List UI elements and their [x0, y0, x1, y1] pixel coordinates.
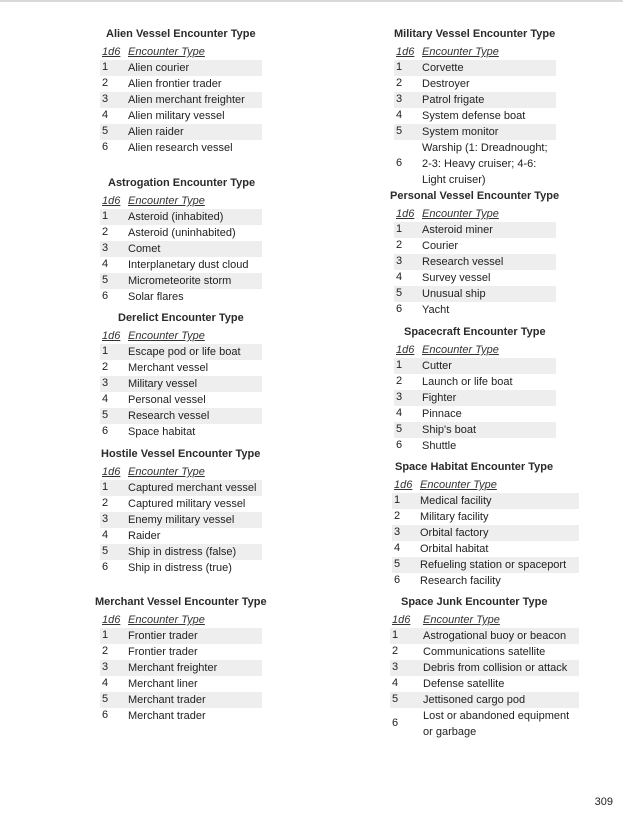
table-row: [100, 108, 262, 124]
roll-number: 6: [392, 717, 399, 729]
encounter-type: Unusual ship: [422, 288, 486, 300]
roll-number: 3: [102, 242, 109, 254]
encounter-type: Raider: [128, 530, 161, 542]
page-number: 309: [594, 796, 613, 808]
encounter-type: Patrol frigate: [422, 94, 485, 106]
roll-number: 2: [102, 361, 109, 373]
header-label: Encounter Type: [423, 614, 500, 626]
encounter-type: Space habitat: [128, 426, 196, 438]
table-rows: [394, 222, 556, 318]
table-title: Alien Vessel Encounter Type: [106, 28, 256, 40]
table-title: Derelict Encounter Type: [118, 312, 244, 324]
table-row: [390, 628, 579, 644]
table-row: [394, 140, 556, 190]
roll-number: 4: [102, 677, 109, 689]
encounter-type: Communications satellite: [423, 646, 546, 658]
table-row: [394, 108, 556, 124]
roll-number: 6: [102, 425, 109, 437]
table-row: [394, 60, 556, 76]
roll-number: 4: [396, 109, 403, 121]
roll-number: 5: [392, 693, 399, 705]
table-row: [100, 392, 262, 408]
roll-number: 2: [396, 375, 403, 387]
roll-number: 2: [102, 497, 109, 509]
encounter-type: Alien frontier trader: [128, 78, 222, 90]
table-row: [100, 124, 262, 140]
table-row: [394, 302, 556, 318]
roll-number: 3: [102, 377, 109, 389]
roll-number: 1: [102, 481, 109, 493]
encounter-type: Ship in distress (true): [128, 562, 232, 574]
table-title: Astrogation Encounter Type: [108, 177, 256, 189]
header-label: Encounter Type: [128, 195, 205, 207]
table-row: [392, 493, 579, 509]
table-rows: [394, 60, 556, 190]
table-row: [394, 286, 556, 302]
header-label: Encounter Type: [128, 46, 205, 58]
roll-number: 6: [102, 141, 109, 153]
roll-number: 1: [102, 61, 109, 73]
encounter-type: Alien military vessel: [128, 110, 225, 122]
encounter-type: Asteroid (inhabited): [128, 211, 224, 223]
roll-number: 5: [394, 558, 401, 570]
encounter-type: Astrogational buoy or beacon: [423, 630, 567, 642]
encounter-type: Corvette: [422, 62, 464, 74]
roll-number: 3: [396, 391, 403, 403]
roll-number: 3: [102, 93, 109, 105]
table-row: [394, 76, 556, 92]
roll-number: 1: [392, 629, 399, 641]
table-row: [100, 376, 262, 392]
header-label: Encounter Type: [422, 208, 499, 220]
table-row: [100, 528, 262, 544]
roll-number: 2: [102, 77, 109, 89]
encounter-type: Pinnace: [422, 408, 462, 420]
encounter-type: Lost or abandoned equipment or garbage: [423, 710, 570, 738]
roll-number: 3: [394, 526, 401, 538]
header-die: 1d6: [396, 208, 415, 220]
table-title: Merchant Vessel Encounter Type: [95, 596, 267, 608]
header-die: 1d6: [102, 195, 121, 207]
roll-number: 1: [394, 494, 401, 506]
encounter-type: Escape pod or life boat: [128, 346, 241, 358]
encounter-type: Merchant trader: [128, 710, 206, 722]
roll-number: 6: [396, 303, 403, 315]
table-rows: [390, 628, 579, 741]
table-row: [394, 374, 556, 390]
encounter-type: Merchant liner: [128, 678, 198, 690]
table-row: [394, 124, 556, 140]
encounter-type: Shuttle: [422, 440, 457, 452]
encounter-type: System defense boat: [422, 110, 526, 122]
table-rows: [100, 209, 262, 305]
encounter-type: Comet: [128, 243, 161, 255]
encounter-type: Research facility: [420, 575, 501, 587]
table-row: [394, 222, 556, 238]
table-title: Hostile Vessel Encounter Type: [101, 448, 261, 460]
roll-number: 6: [396, 439, 403, 451]
table-row: [390, 644, 579, 660]
roll-number: 6: [396, 157, 403, 169]
roll-number: 4: [394, 542, 401, 554]
header-die: 1d6: [102, 46, 121, 58]
encounter-type: Personal vessel: [128, 394, 206, 406]
roll-number: 4: [396, 271, 403, 283]
header-die: 1d6: [102, 466, 121, 478]
table-rows: [100, 628, 262, 724]
table-row: [100, 257, 262, 273]
table-row: [390, 692, 579, 708]
roll-number: 1: [396, 223, 403, 235]
encounter-type: Launch or life boat: [422, 376, 513, 388]
encounter-type: Alien research vessel: [128, 142, 233, 154]
table-row: [100, 360, 262, 376]
roll-number: 5: [102, 125, 109, 137]
table-row: [394, 438, 556, 454]
table-row: [100, 225, 262, 241]
table-rows: [100, 60, 262, 156]
encounter-type: Military facility: [420, 511, 489, 523]
table-row: [394, 406, 556, 422]
table-row: [394, 270, 556, 286]
roll-number: 2: [394, 510, 401, 522]
table-row: [100, 289, 262, 305]
encounter-type: Captured military vessel: [128, 498, 246, 510]
header-die: 1d6: [396, 46, 415, 58]
encounter-type: Yacht: [422, 304, 450, 316]
encounter-type: Fighter: [422, 392, 457, 404]
encounter-type: Medical facility: [420, 495, 492, 507]
table-row: [392, 557, 579, 573]
roll-number: 3: [392, 661, 399, 673]
table-title: Spacecraft Encounter Type: [404, 326, 546, 338]
encounter-type: Defense satellite: [423, 678, 505, 690]
header-die: 1d6: [102, 330, 121, 342]
table-row: [100, 644, 262, 660]
table-row: [100, 76, 262, 92]
roll-number: 2: [392, 645, 399, 657]
table-title: Military Vessel Encounter Type: [394, 28, 556, 40]
roll-number: 3: [102, 513, 109, 525]
table-row: [100, 676, 262, 692]
roll-number: 3: [396, 93, 403, 105]
roll-number: 5: [396, 125, 403, 137]
table-row: [100, 496, 262, 512]
roll-number: 6: [394, 574, 401, 586]
roll-number: 6: [102, 709, 109, 721]
table-title: Space Junk Encounter Type: [401, 596, 548, 608]
table-row: [100, 344, 262, 360]
table-row: [390, 676, 579, 692]
encounter-type: Orbital factory: [420, 527, 489, 539]
header-label: Encounter Type: [420, 479, 497, 491]
header-label: Encounter Type: [422, 46, 499, 58]
encounter-type: Frontier trader: [128, 646, 198, 658]
encounter-type: Research vessel: [128, 410, 210, 422]
encounter-type: Cutter: [422, 360, 452, 372]
roll-number: 1: [102, 210, 109, 222]
encounter-type: Merchant freighter: [128, 662, 218, 674]
roll-number: 4: [396, 407, 403, 419]
roll-number: 2: [102, 645, 109, 657]
table-row: [394, 92, 556, 108]
roll-number: 4: [392, 677, 399, 689]
page-top-rule: [0, 0, 623, 2]
table-row: [390, 660, 579, 676]
encounter-type: Military vessel: [128, 378, 198, 390]
table-row: [390, 708, 579, 741]
roll-number: 4: [102, 109, 109, 121]
table-row: [100, 424, 262, 440]
roll-number: 5: [102, 274, 109, 286]
table-row: [100, 708, 262, 724]
encounter-type: Ship in distress (false): [128, 546, 237, 558]
table-row: [100, 241, 262, 257]
encounter-type: Debris from collision or attack: [423, 662, 568, 674]
header-label: Encounter Type: [128, 330, 205, 342]
table-row: [100, 92, 262, 108]
table-row: [100, 560, 262, 576]
table-rows: [100, 344, 262, 440]
table-row: [100, 544, 262, 560]
encounter-type: Research vessel: [422, 256, 504, 268]
roll-number: 1: [396, 61, 403, 73]
encounter-type: Enemy military vessel: [128, 514, 235, 526]
header-die: 1d6: [102, 614, 121, 626]
roll-number: 5: [102, 693, 109, 705]
encounter-type: Alien raider: [128, 126, 184, 138]
table-row: [100, 480, 262, 496]
encounter-type: Survey vessel: [422, 272, 491, 284]
table-title: Personal Vessel Encounter Type: [390, 190, 560, 202]
roll-number: 5: [102, 409, 109, 421]
table-rows: [392, 493, 579, 589]
roll-number: 5: [396, 423, 403, 435]
table-row: [100, 692, 262, 708]
table-row: [100, 273, 262, 289]
table-row: [100, 628, 262, 644]
header-die: 1d6: [392, 614, 411, 626]
roll-number: 2: [396, 239, 403, 251]
roll-number: 1: [102, 629, 109, 641]
table-row: [394, 422, 556, 438]
roll-number: 5: [102, 545, 109, 557]
table-row: [392, 541, 579, 557]
encounter-type: Micrometeorite storm: [128, 275, 232, 287]
roll-number: 3: [102, 661, 109, 673]
table-row: [394, 358, 556, 374]
table-title: Space Habitat Encounter Type: [395, 461, 554, 473]
table-row: [392, 509, 579, 525]
encounter-type: Frontier trader: [128, 630, 198, 642]
table-row: [394, 238, 556, 254]
header-label: Encounter Type: [128, 466, 205, 478]
table-row: [100, 140, 262, 156]
roll-number: 1: [396, 359, 403, 371]
encounter-type: Merchant vessel: [128, 362, 209, 374]
table-row: [392, 573, 579, 589]
roll-number: 6: [102, 290, 109, 302]
roll-number: 4: [102, 393, 109, 405]
encounter-type: Asteroid miner: [422, 224, 493, 236]
roll-number: 2: [102, 226, 109, 238]
header-label: Encounter Type: [422, 344, 499, 356]
table-row: [100, 60, 262, 76]
table-row: [394, 254, 556, 270]
encounter-type: Jettisoned cargo pod: [423, 694, 526, 706]
header-die: 1d6: [394, 479, 413, 491]
table-row: [392, 525, 579, 541]
encounter-type: Destroyer: [422, 78, 470, 90]
roll-number: 2: [396, 77, 403, 89]
table-row: [394, 390, 556, 406]
encounter-type: Courier: [422, 240, 459, 252]
encounter-type: Alien merchant freighter: [128, 94, 245, 106]
encounter-type: Refueling station or spaceport: [420, 559, 567, 571]
roll-number: 6: [102, 561, 109, 573]
encounter-type: Alien courier: [128, 62, 190, 74]
encounter-type: Warship (1: Dreadnought; 2-3: Heavy cruiser; 4-6: Light cruiser): [422, 142, 548, 186]
table-row: [100, 660, 262, 676]
roll-number: 4: [102, 258, 109, 270]
roll-number: 4: [102, 529, 109, 541]
roll-number: 1: [102, 345, 109, 357]
encounter-type: Ship's boat: [422, 424, 477, 436]
encounter-type: Solar flares: [128, 291, 184, 303]
header-label: Encounter Type: [128, 614, 205, 626]
table-rows: [100, 480, 262, 576]
table-row: [100, 209, 262, 225]
encounter-type: Orbital habitat: [420, 543, 489, 555]
table-rows: [394, 358, 556, 454]
header-die: 1d6: [396, 344, 415, 356]
table-row: [100, 512, 262, 528]
encounter-type: Merchant trader: [128, 694, 206, 706]
roll-number: 3: [396, 255, 403, 267]
encounter-type: System monitor: [422, 126, 499, 138]
encounter-type: Captured merchant vessel: [128, 482, 257, 494]
table-row: [100, 408, 262, 424]
roll-number: 5: [396, 287, 403, 299]
encounter-type: Asteroid (uninhabited): [128, 227, 236, 239]
encounter-type: Interplanetary dust cloud: [128, 259, 249, 271]
